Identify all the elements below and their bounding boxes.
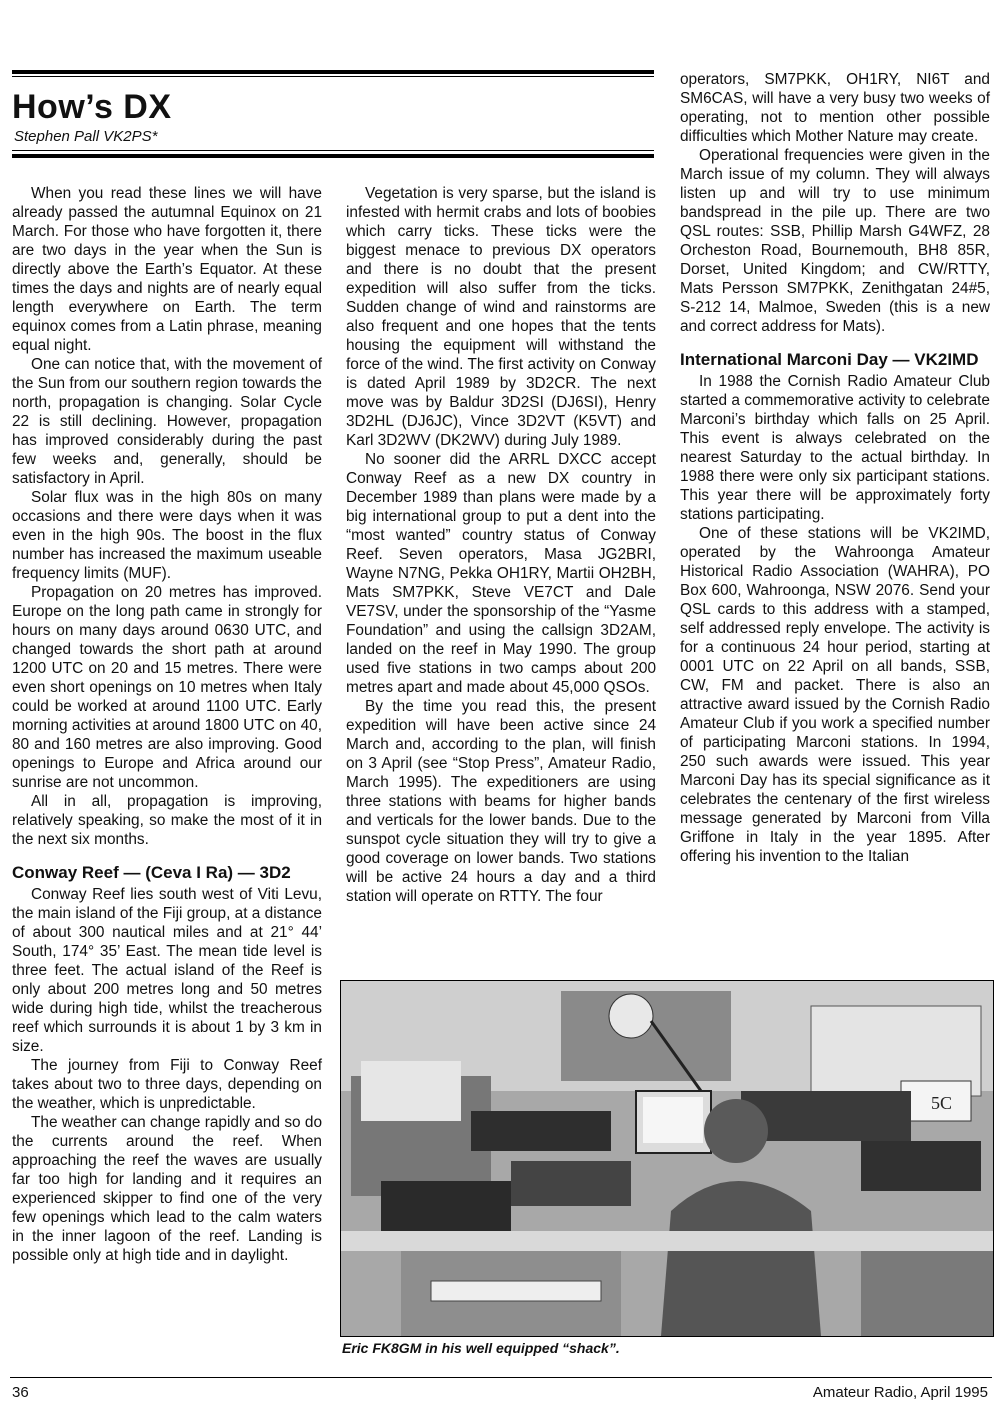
header-rule-bottom-thin: [12, 150, 654, 151]
shack-photo: [340, 980, 994, 1337]
body-paragraph: Propagation on 20 metres has improved. Europe on the long path came in strongly for hours on many days around 0630 UTC, and changed towards the short path at around 1200 UTC on 20 and 15 metres. There were even short openings on 10 metres when Italy could be worked at around 1100 UTC. Early morning activities at around 1800 UTC on 40, 80 and 160 metres are also improving. Good openings to Europe and Africa around our sunrise are not uncommon.: [12, 584, 322, 791]
header-rule-bottom: [12, 154, 654, 158]
footer-rule: [10, 1377, 992, 1378]
column-2: [346, 184, 656, 906]
column-3: [680, 70, 990, 866]
body-paragraph: The journey from Fiji to Conway Reef takes about two to three days, depending on the weather, which is unpredictable.: [12, 1057, 322, 1112]
column-1: [12, 184, 322, 1265]
photo-caption: Eric FK8GM in his well equipped “shack”.: [342, 1340, 620, 1356]
sign-label: 5C: [931, 1093, 953, 1113]
body-paragraph: The weather can change rapidly and so do the currents around the reef. When approaching the reef the waves are usually far too high for landing and it requires an experienced skipper to find one of the very few openings which lead to the calm waters in the inner lagoon of the reef. Landing is possible only at high tide and in daylight.: [12, 1114, 322, 1264]
header-rule-top-thin: [12, 76, 654, 77]
header-rule-top: [12, 70, 654, 74]
shack-photo-illustration: [341, 981, 993, 1336]
body-paragraph: In 1988 the Cornish Radio Amateur Club started a commemorative activity to celebrate Marconi’s birthday which falls on 25 April. This event is always celebrated on the nearest Saturday to the actual birthday. In 1988 there were only six participant stations. This year there will be approximately forty stations participating.: [680, 373, 990, 523]
section-heading: International Marconi Day — VK2IMD: [680, 350, 979, 369]
body-paragraph: When you read these lines we will have already passed the autumnal Equinox on 21 March. For those who have forgotten it, there are two days in the year when the Sun is directly above the Earth’s Equator. At these times the days and nights are of nearly equal length everywhere on Earth. The term equinox comes from a Latin phrase, meaning equal night.: [12, 185, 322, 354]
body-paragraph: Operational frequencies were given in the March issue of my column. They will always listen up and will try to use minimum bandspread in the pile up. There are two QSL routes: SSB, Phillip Marsh G4WFZ, 28 Orcheston Road, Bournemouth, BH8 85R, Dorset, United Kingdom; and CW/RTTY, Mats Persson SM7PKK, Zenithgatan 24#5, S-212 14, Malmoe, Sweden (this is a new and correct address for Mats).: [680, 147, 990, 335]
body-paragraph: Vegetation is very sparse, but the island is infested with hermit crabs and lots of boobies which carry ticks. These ticks were the biggest menace to previous DX operators and there is no doubt that the present expedition will also suffer from the ticks. Sudden change of wind and rainstorms are also frequent and one hopes that the tents housing the equipment will withstand the force of the wind. The first activity on Conway is dated April 1989 by 3D2CR. The next move was by Baldur 3D2SI (DJ6SI), Henry 3D2HL (DJ6JC), Vince 3D2VT (K5VT) and Karl 3D2WV (DK2WV) during July 1989.: [346, 185, 656, 449]
body-paragraph: No sooner did the ARRL DXCC accept Conway Reef as a new DX country in December 1989 than plans were made by a big international group to put a dent into the “most wanted” country status of Conway Reef. Seven operators, Masa JG2BRI, Wayne N7NG, Pekka OH1RY, Martii OH2BH, Mats SM7PKK, Steve VE7CT and Dale VE7SV, under the sponsorship of the “Yasme Foundation” and using the callsign 3D2AM, landed on the reef in May 1990. The group used five stations in two camps about 200 metres apart and made about 45,000 QSOs.: [346, 451, 656, 696]
article-byline: Stephen Pall VK2PS*: [14, 128, 158, 145]
body-paragraph: All in all, propagation is improving, relatively speaking, so make the most of it in the next six months.: [12, 793, 322, 848]
section-heading: Conway Reef — (Ceva I Ra) — 3D2: [12, 863, 291, 882]
body-paragraph: By the time you read this, the present expedition will have been active since 24 March and, according to the plan, will finish on 3 April (see “Stop Press”, Amateur Radio, March 1995). The expeditioners are using three stations with beams for higher bands and verticals for the lower bands. Due to the sunspot cycle situation they will try to give a good coverage on lower bands. Two stations will be active 24 hours a day and a third station will operate on RTTY. The four: [346, 698, 656, 905]
body-paragraph: Solar flux was in the high 80s on many occasions and there were days when it was even in the high 90s. The boost in the flux number has increased the maximum useable frequency limits (MUF).: [12, 489, 322, 582]
page-number: 36: [12, 1384, 29, 1401]
body-paragraph: Conway Reef lies south west of Viti Levu, the main island of the Fiji group, at a distance of about 300 nautical miles and at 21° 44’ South, 174° 35’ East. The mean tide level is three feet. The actual island of the Reef is only about 200 metres long and 50 metres wide during high tide, whilst the treacherous reef which surrounds it is about 1 by 3 km in size.: [12, 886, 322, 1055]
body-paragraph: One of these stations will be VK2IMD, operated by the Wahroonga Amateur Historical Radio Association (WAHRA), PO Box 600, Wahroonga, NSW 2076. Send your QSL cards to this address with a stamped, self addressed reply envelope. The activity is for a continuous 24 hour period, starting at 0001 UTC on 22 April on all bands, SSB, CW, FM and packet. There is also an attractive award issued by the Cornish Radio Amateur Club if you work a specified number of participating Marconi stations. In 1994, 250 such awards were issued. This year Marconi Day has its special significance as it celebrates the centenary of the first wireless message generated by Marconi from Villa Griffone in Italy in the year 1895. After offering his invention to the Italian: [680, 525, 990, 865]
body-paragraph: operators, SM7PKK, OH1RY, NI6T and SM6CAS, will have a very busy two weeks of operating, not to mention other possible difficulties which Mother Nature may create.: [680, 71, 990, 145]
publication-footer: Amateur Radio, April 1995: [812, 1384, 988, 1401]
body-paragraph: One can notice that, with the movement of the Sun from our southern region towards the north, propagation is changing. Solar Cycle 22 is still declining. However, propagation has improved considerably during the past few weeks and, generally, should be satisfactory in April.: [12, 356, 322, 487]
article-title: How’s DX: [12, 88, 172, 126]
